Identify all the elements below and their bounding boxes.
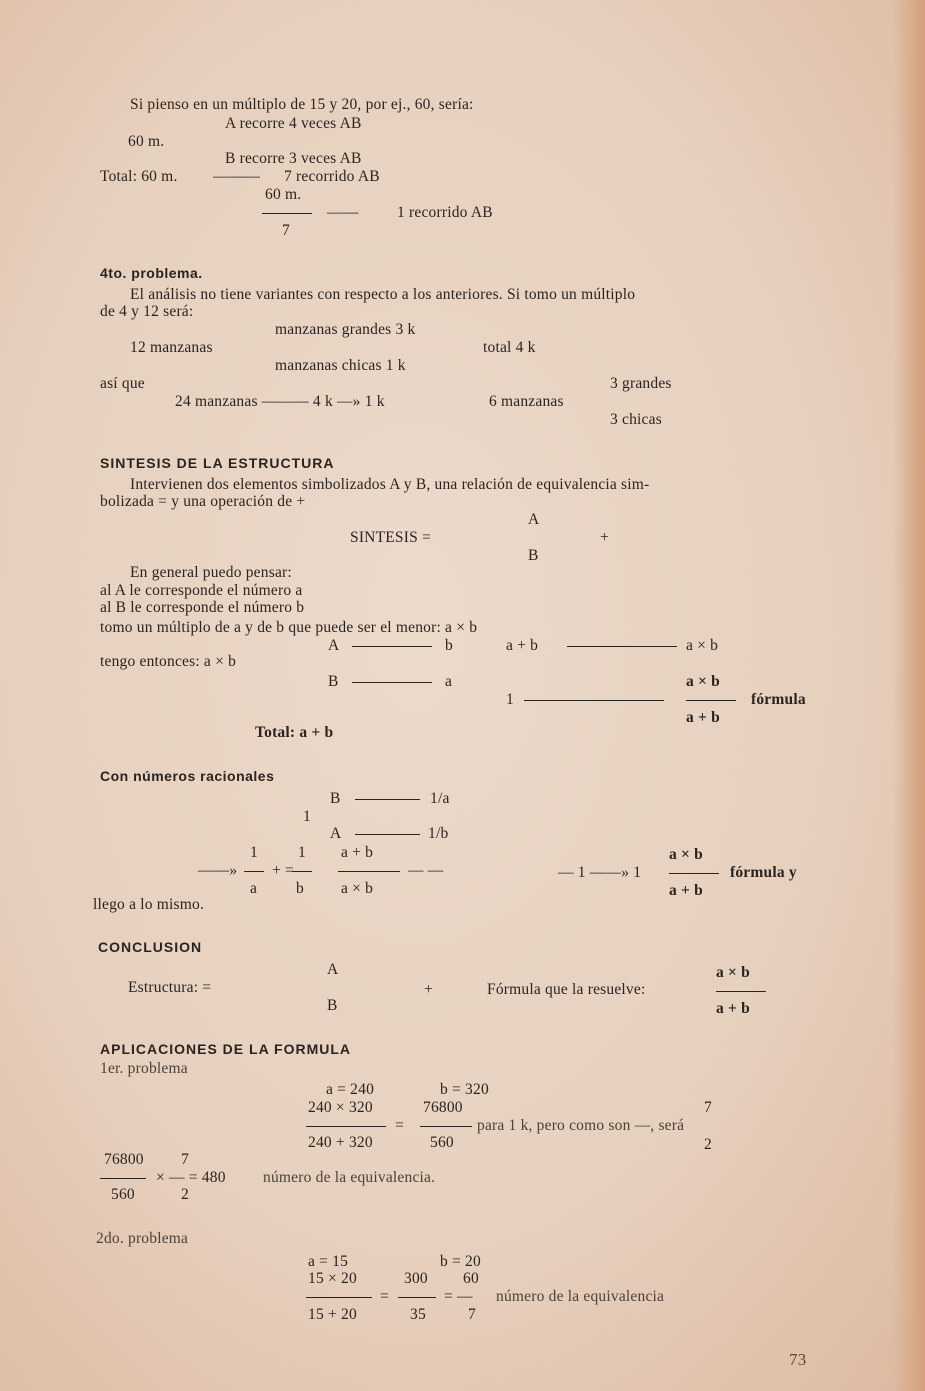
- text-line: 560: [430, 1134, 454, 1151]
- page-edge-shading: [893, 0, 925, 1391]
- fraction-bar: [262, 213, 312, 214]
- text-line: 76800: [423, 1099, 463, 1116]
- text-line: 7 recorrido AB: [284, 168, 380, 185]
- text-line: 1 recorrido AB: [397, 204, 493, 221]
- text-line: bolizada = y una operación de +: [100, 493, 306, 510]
- text-line: =: [395, 1117, 404, 1134]
- text-line: para 1 k, pero como son —, será: [477, 1117, 685, 1134]
- text-line: 2do. problema: [96, 1230, 189, 1247]
- text-line: tomo un múltiplo de a y de b que puede ser el menor: a × b: [100, 619, 478, 636]
- arrow-line: [524, 700, 664, 701]
- text-line: de 4 y 12 será:: [100, 303, 194, 320]
- text-line: =: [380, 1288, 389, 1305]
- text-line: 76800: [104, 1151, 144, 1168]
- text-line: manzanas chicas 1 k: [275, 357, 406, 374]
- text-line: a × b: [716, 964, 750, 981]
- text-line: = —: [444, 1288, 473, 1305]
- text-line: A: [528, 511, 540, 528]
- text-line: manzanas grandes 3 k: [275, 321, 416, 338]
- text-line: a = 15: [308, 1253, 349, 1270]
- section-heading: 4to. problema.: [100, 265, 203, 281]
- text-line: 7: [181, 1151, 189, 1168]
- text-line: número de la equivalencia: [496, 1288, 665, 1305]
- fraction-bar: [420, 1126, 472, 1127]
- text-line: 240 × 320: [308, 1099, 373, 1116]
- text-line: b = 320: [440, 1081, 489, 1098]
- text-line: b: [296, 880, 304, 897]
- fraction-bar: [686, 700, 736, 701]
- text-line: 2: [181, 1186, 189, 1203]
- text-line: Total: a + b: [255, 724, 334, 741]
- section-heading: CONCLUSION: [98, 939, 203, 955]
- text-line: total 4 k: [483, 339, 536, 356]
- text-line: SINTESIS =: [350, 529, 431, 546]
- text-line: 1/a: [430, 790, 450, 807]
- text-line: fórmula y: [730, 864, 797, 881]
- text-line: 7: [468, 1306, 476, 1323]
- text-line: 15 + 20: [308, 1306, 357, 1323]
- text-line: llego a lo mismo.: [93, 896, 205, 913]
- page-number: 73: [789, 1350, 807, 1369]
- text-line: — —: [408, 862, 444, 879]
- text-line: Si pienso en un múltiplo de 15 y 20, por ej., 60, sería:: [130, 96, 474, 113]
- text-line: A: [328, 637, 340, 654]
- section-heading: APLICACIONES DE LA FORMULA: [100, 1041, 352, 1057]
- arrow-line: [567, 646, 677, 647]
- section-heading: Con números racionales: [100, 768, 275, 784]
- text-line: A: [327, 961, 339, 978]
- text-line: El análisis no tiene variantes con respecto a los anteriores. Si tomo un múltiplo: [130, 286, 636, 303]
- text-line: 300: [404, 1270, 428, 1287]
- text-line: al B le corresponde el número b: [100, 599, 305, 616]
- text-line: 12 manzanas: [130, 339, 213, 356]
- text-line: 60: [463, 1270, 479, 1287]
- text-line: Fórmula que la resuelve:: [487, 981, 646, 998]
- text-line: B: [330, 790, 341, 807]
- text-line: Estructura: =: [128, 979, 212, 996]
- text-line: En general puedo pensar:: [130, 564, 292, 581]
- text-line: a + b: [506, 637, 539, 654]
- fraction-bar: [716, 991, 766, 992]
- text-line: a × b: [669, 846, 703, 863]
- text-line: b: [445, 637, 453, 654]
- fraction-bar: [244, 871, 264, 872]
- fraction-bar: [292, 871, 312, 872]
- fraction-bar: [398, 1297, 436, 1298]
- text-line: 15 × 20: [308, 1270, 357, 1287]
- text-line: fórmula: [751, 691, 806, 708]
- text-line: a × b: [341, 880, 374, 897]
- text-line: 60 m.: [265, 186, 302, 203]
- text-line: a + b: [686, 709, 720, 726]
- text-line: a: [445, 673, 453, 690]
- fraction-bar: [669, 873, 719, 874]
- arrow-line: [355, 834, 420, 835]
- text-line: así que: [100, 375, 145, 392]
- fraction-bar: [100, 1178, 146, 1179]
- text-line: 240 + 320: [308, 1134, 373, 1151]
- text-line: ——: [327, 204, 359, 221]
- section-heading: SINTESIS DE LA ESTRUCTURA: [100, 455, 335, 471]
- text-line: a + b: [669, 882, 703, 899]
- text-line: tengo entonces: a × b: [100, 653, 237, 670]
- text-line: 35: [410, 1306, 426, 1323]
- text-line: ———: [213, 168, 261, 185]
- text-line: 1/b: [428, 825, 449, 842]
- text-line: A: [330, 825, 342, 842]
- text-line: — 1 ——» 1: [558, 864, 642, 881]
- text-line: Intervienen dos elementos simbolizados A y B, una relación de equivalencia sim-: [130, 476, 650, 493]
- text-line: al A le corresponde el número a: [100, 582, 303, 599]
- text-line: 60 m.: [128, 133, 165, 150]
- text-line: A recorre 4 veces AB: [225, 115, 362, 132]
- text-line: 3 chicas: [610, 411, 662, 428]
- text-line: 24 manzanas ——— 4 k —» 1 k: [175, 393, 385, 410]
- text-line: a × b: [686, 673, 720, 690]
- text-line: ——»: [198, 862, 238, 879]
- text-line: a × b: [686, 637, 719, 654]
- text-line: 3 grandes: [610, 375, 672, 392]
- text-line: 1: [506, 691, 514, 708]
- text-line: +: [424, 981, 433, 998]
- text-line: B recorre 3 veces AB: [225, 150, 362, 167]
- text-line: + =: [272, 862, 294, 879]
- text-line: 7: [704, 1099, 712, 1116]
- text-line: a: [250, 880, 258, 897]
- text-line: B: [328, 673, 339, 690]
- arrow-line: [352, 646, 432, 647]
- arrow-line: [352, 682, 432, 683]
- text-line: 6 manzanas: [489, 393, 564, 410]
- fraction-bar: [306, 1126, 386, 1127]
- text-line: número de la equivalencia.: [263, 1169, 436, 1186]
- text-line: a = 240: [326, 1081, 375, 1098]
- fraction-bar: [338, 871, 400, 872]
- text-line: 1: [303, 808, 311, 825]
- text-line: 2: [704, 1136, 712, 1153]
- arrow-line: [355, 799, 420, 800]
- text-line: Total: 60 m.: [100, 168, 178, 185]
- text-line: 1: [250, 844, 258, 861]
- text-line: B: [327, 997, 338, 1014]
- text-line: 7: [282, 222, 290, 239]
- fraction-bar: [306, 1297, 372, 1298]
- text-line: b = 20: [440, 1253, 481, 1270]
- text-line: 560: [111, 1186, 135, 1203]
- text-line: 1: [298, 844, 306, 861]
- text-line: × — = 480: [156, 1169, 226, 1186]
- text-line: a + b: [716, 1000, 750, 1017]
- text-line: +: [600, 529, 609, 546]
- text-line: B: [528, 547, 539, 564]
- text-line: 1er. problema: [100, 1060, 188, 1077]
- text-line: a + b: [341, 844, 374, 861]
